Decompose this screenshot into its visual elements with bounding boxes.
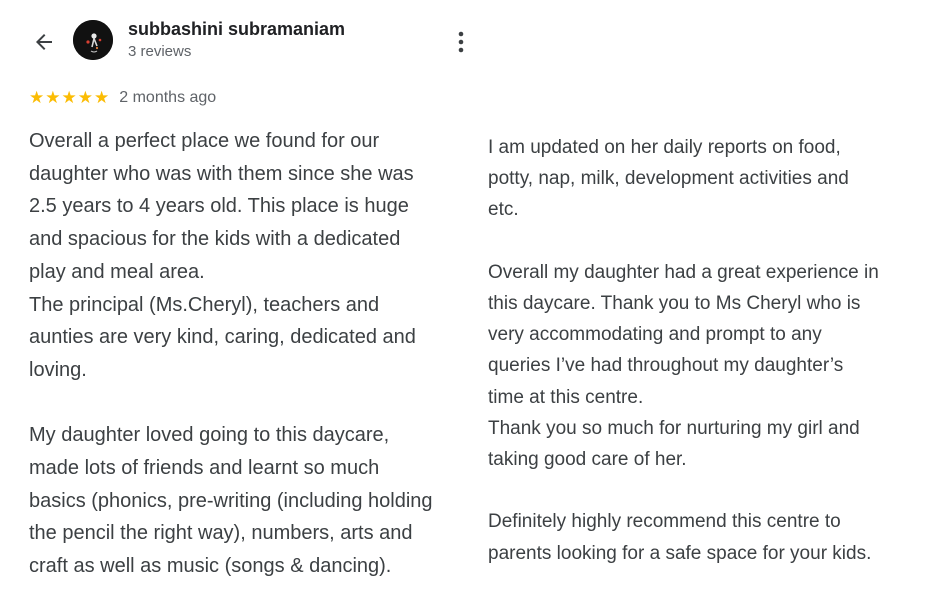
review-line: very accommodating and prompt to any — [488, 324, 822, 346]
review-line: 2.5 years to 4 years old. This place is huge — [29, 195, 409, 218]
star-rating — [29, 88, 109, 108]
review-line: etc. — [488, 199, 519, 221]
review-count: 3 reviews — [128, 43, 192, 60]
review-line: I am updated on her daily reports on food, — [488, 137, 841, 158]
more-vert-icon — [458, 31, 464, 53]
review-line: daughter who was with them since she was — [29, 162, 414, 185]
review-line: aunties are very kind, caring, dedicated and — [29, 326, 416, 349]
review-screen-right — [469, 0, 938, 602]
review-text-continued — [488, 132, 928, 569]
star-icon: ★ — [94, 88, 110, 108]
review-line: parents looking for a safe space for your kids. — [488, 542, 872, 564]
rating-row — [29, 88, 216, 108]
star-icon: ★ — [45, 88, 61, 108]
review-line: play and meal area. — [29, 260, 205, 283]
arrow-back-icon — [32, 30, 56, 54]
review-line: time at this centre. — [488, 386, 644, 408]
star-icon: ★ — [29, 88, 45, 108]
star-icon: ★ — [77, 88, 93, 108]
reviewer-name[interactable]: subbashini subramaniam — [128, 19, 346, 39]
review-line: queries I’ve had throughout my daughter’s — [488, 355, 844, 377]
review-line: Overall a perfect place we found for our — [29, 130, 380, 152]
review-line: My daughter loved going to this daycare, — [29, 424, 390, 447]
avatar-image — [73, 20, 113, 60]
paragraph-gap — [29, 387, 469, 420]
review-line: Thank you so much for nurturing my girl and — [488, 417, 860, 439]
review-line: the pencil the right way), numbers, arts and — [29, 522, 413, 545]
back-button[interactable] — [24, 24, 64, 60]
review-line: this daycare. Thank you to Ms Cheryl who is — [488, 293, 861, 314]
paragraph-gap — [488, 226, 928, 257]
review-line: craft as well as music (songs & dancing). — [29, 555, 392, 578]
review-line: and spacious for the kids with a dedicated — [29, 228, 401, 251]
review-line: Overall my daughter had a great experience in — [488, 261, 879, 283]
review-line: potty, nap, milk, development activities and — [488, 168, 849, 190]
avatar[interactable] — [73, 20, 113, 60]
paragraph-gap — [488, 475, 928, 506]
star-icon: ★ — [61, 88, 77, 108]
review-text — [29, 125, 469, 583]
more-options-button[interactable] — [446, 26, 469, 58]
review-line: made lots of friends and learnt so much — [29, 457, 380, 480]
review-line: loving. — [29, 358, 87, 381]
review-line: basics (phonics, pre-writing (including holding — [29, 489, 433, 512]
review-line: Definitely highly recommend this centre to — [488, 511, 841, 533]
review-date: 2 months ago — [119, 89, 217, 106]
review-line: The principal (Ms.Cheryl), teachers and — [29, 293, 380, 316]
review-line: taking good care of her. — [488, 449, 687, 471]
